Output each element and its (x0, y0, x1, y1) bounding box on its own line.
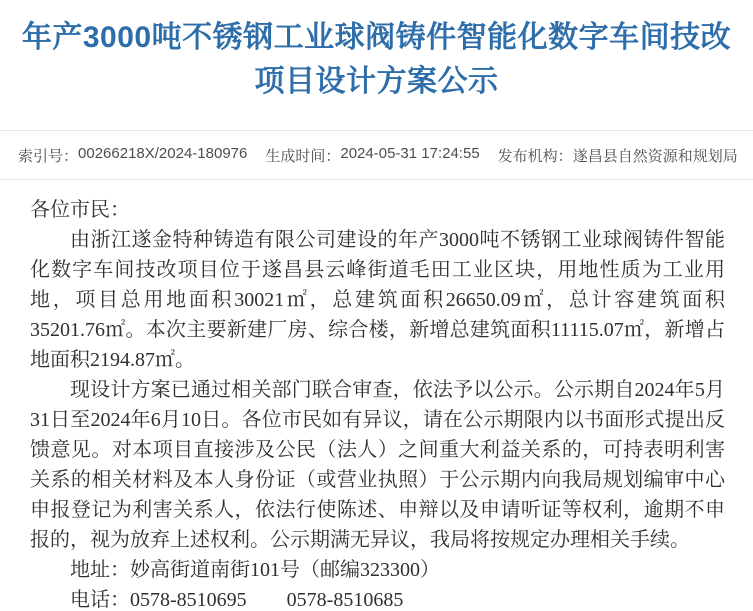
page-title: 年产3000吨不锈钢工业球阀铸件智能化数字车间技改项目设计方案公示 (21, 21, 732, 98)
meta-publisher (498, 145, 738, 166)
meta-index-number-label: 索引号： (18, 147, 79, 165)
phone-line: 电话：0578-8510695 0578-8510685 (70, 589, 404, 611)
meta-generated-time-label: 生成时间： (265, 147, 341, 165)
paragraph-project-overview: 由浙江遂金特种铸造有限公司建设的年产3000吨不锈钢工业球阀铸件智能化数字车间技改项目位于遂昌县云峰街道毛田工业区块，用地性质为工业用地，项目总用地面积30021㎡，总建筑面积26650.09㎡，总计容建筑面积35201.76㎡。本次主要新建厂房、综合楼，新增总建筑面积11115.07㎡，新增占地面积2194.87㎡。 (30, 229, 725, 371)
meta-generated-time-value: 2024-05-31 17:24:55 (340, 144, 480, 162)
meta-bar (0, 130, 753, 180)
paragraph-publicity-period: 现设计方案已通过相关部门联合审查，依法予以公示。公示期自2024年5月31日至2024年6月10日。各位市民如有异议，请在公示期限内以书面形式提出反馈意见。对本项目直接涉及公民（法人）之间重大利益关系的，可持表明利害关系的相关材料及本人身份证（或营业执照）于公示期内向我局规划编审中心申报登记为利害关系人，依法行使陈述、申辩以及申请听证等权利，逾期不申报的，视为放弃上述权利。公示期满无异议，我局将按规定办理相关手续。 (30, 379, 725, 551)
meta-publisher-value: 遂昌县自然资源和规划局 (572, 147, 738, 165)
meta-index-number (18, 145, 247, 166)
address-line: 地址：妙高街道南街101号（邮编323300） (70, 559, 440, 581)
meta-publisher-label: 发布机构： (497, 147, 573, 165)
notice-body (0, 180, 753, 611)
salutation: 各位市民： (30, 199, 130, 221)
meta-generated-time (265, 145, 479, 166)
meta-index-number-value: 00266218X/2024-180976 (78, 144, 248, 162)
